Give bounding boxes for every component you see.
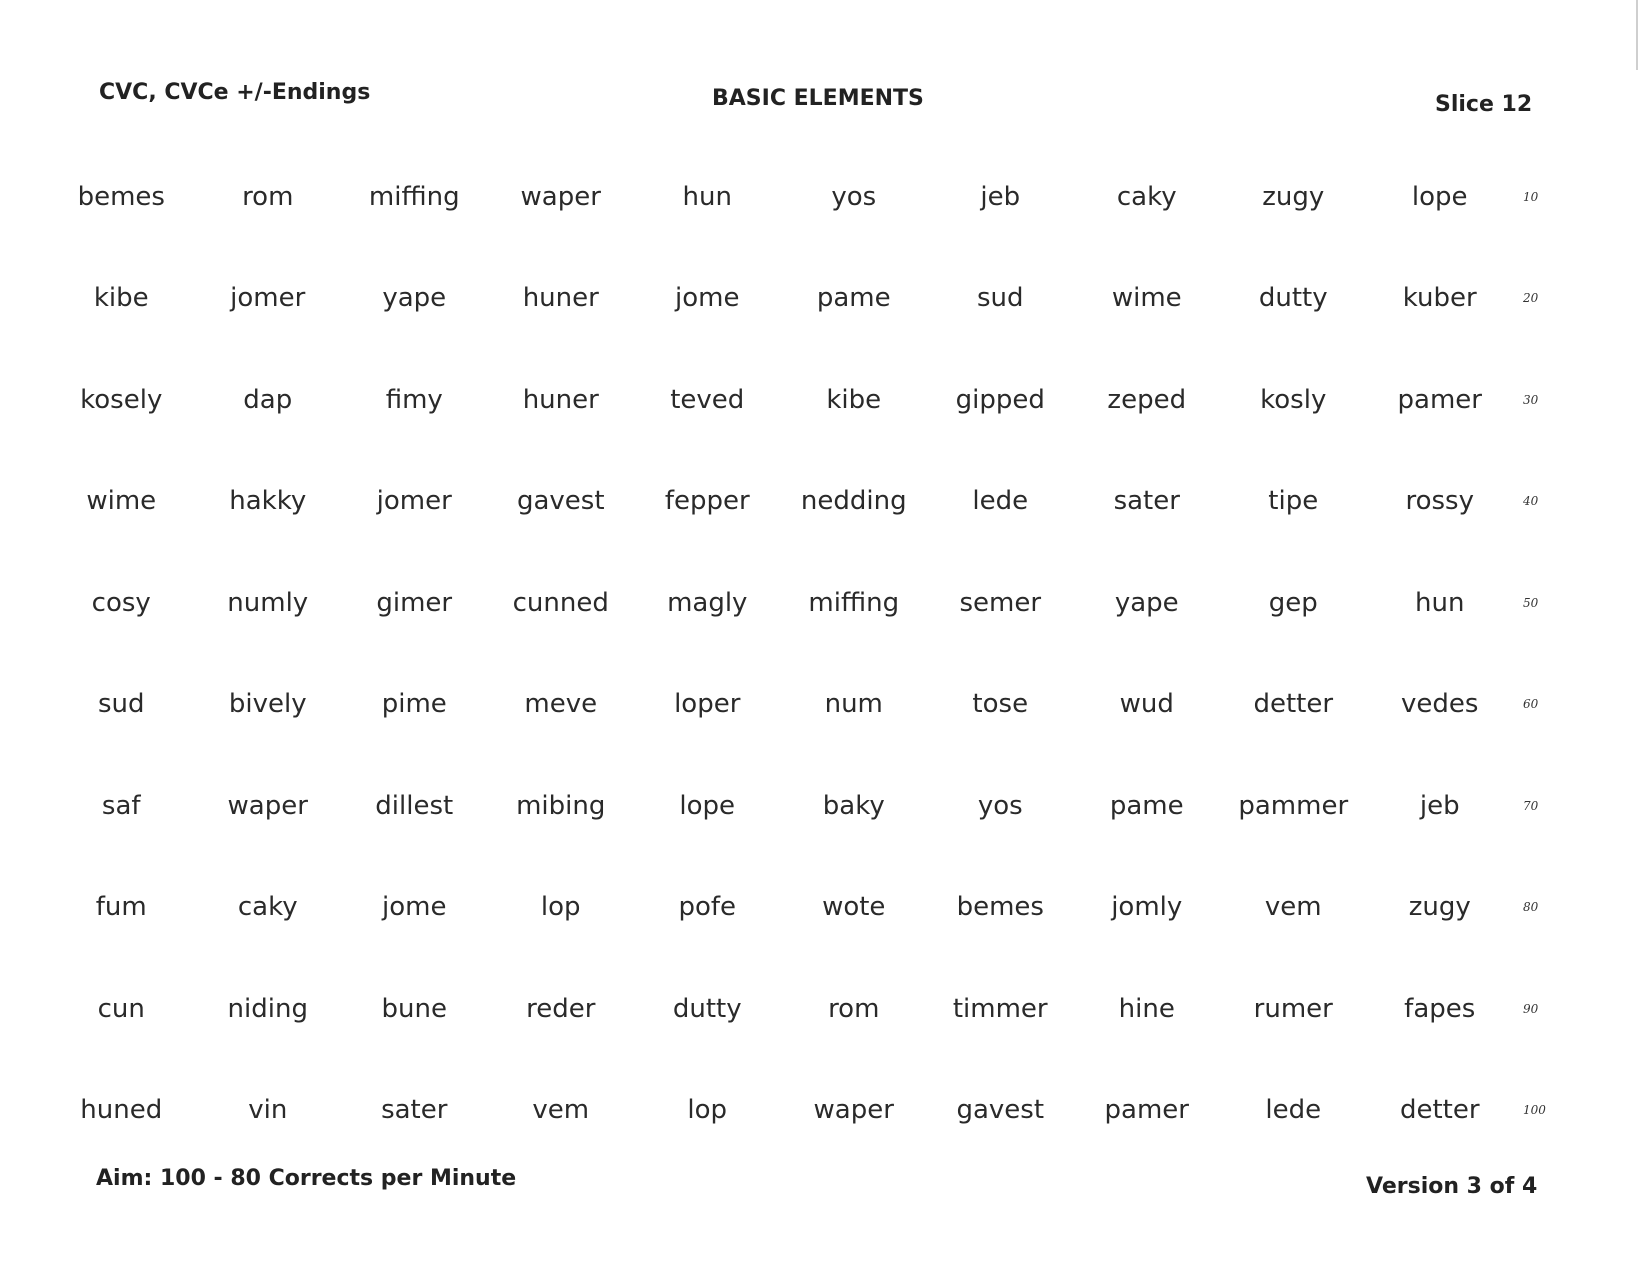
word-cell: vem (1264, 892, 1322, 923)
word-row (48, 654, 1608, 756)
word-cell: dillest (375, 790, 454, 821)
word-cell: waper (813, 1095, 894, 1126)
word-grid (48, 146, 1608, 1156)
word-cell: dutty (672, 993, 742, 1024)
word-cell: caky (237, 892, 298, 923)
word-cell: huner (522, 384, 599, 415)
word-row (48, 248, 1608, 350)
word-cell: sud (97, 689, 145, 720)
word-cell: mibing (516, 790, 606, 821)
word-cell: miffing (368, 181, 460, 212)
word-cell: fapes (1404, 993, 1476, 1024)
word-cell: fimy (385, 384, 443, 415)
word-cell: fum (95, 892, 147, 923)
word-cell: hun (682, 181, 732, 212)
word-row (48, 857, 1608, 959)
word-cell: niding (227, 993, 308, 1024)
row-count: 100 (1523, 1103, 1546, 1118)
word-cell: huned (80, 1095, 163, 1126)
row-count: 20 (1523, 291, 1539, 306)
word-cell: pamer (1104, 1095, 1189, 1126)
row-count: 50 (1523, 595, 1539, 610)
word-cell: jomly (1111, 892, 1183, 923)
word-cell: gipped (955, 384, 1045, 415)
word-cell: loper (674, 689, 741, 720)
word-cell: jome (675, 283, 740, 314)
word-row (48, 451, 1608, 553)
word-cell: bemes (77, 181, 165, 212)
word-cell: timmer (952, 993, 1048, 1024)
word-cell: bively (228, 689, 307, 720)
word-cell: caky (1116, 181, 1177, 212)
word-cell: pofe (678, 892, 737, 923)
word-cell: lope (1411, 181, 1468, 212)
word-row (48, 958, 1608, 1060)
word-cell: bune (381, 993, 447, 1024)
word-cell: rom (828, 993, 880, 1024)
word-cell: dap (243, 384, 293, 415)
row-count: 80 (1523, 900, 1539, 915)
word-cell: pame (816, 283, 891, 314)
word-cell: rossy (1405, 486, 1474, 517)
word-cell: tose (972, 689, 1029, 720)
word-cell: lede (1265, 1095, 1322, 1126)
word-cell: rumer (1253, 993, 1333, 1024)
row-count: 30 (1523, 392, 1539, 407)
word-cell: sater (1113, 486, 1180, 517)
word-cell: tipe (1268, 486, 1319, 517)
word-cell: kosly (1260, 384, 1327, 415)
row-count: 90 (1523, 1001, 1539, 1016)
word-cell: semer (959, 587, 1042, 618)
word-cell: lope (679, 790, 736, 821)
word-cell: fepper (664, 486, 750, 517)
word-cell: vem (532, 1095, 590, 1126)
word-cell: vin (248, 1095, 288, 1126)
word-cell: pame (1109, 790, 1184, 821)
word-cell: wote (822, 892, 886, 923)
word-cell: magly (667, 587, 748, 618)
word-cell: teved (670, 384, 745, 415)
word-cell: wime (1111, 283, 1182, 314)
footer-version: Version 3 of 4 (1366, 1174, 1538, 1199)
word-cell: lop (540, 892, 581, 923)
word-cell: jome (382, 892, 447, 923)
row-count: 60 (1523, 697, 1539, 712)
word-cell: gep (1268, 587, 1318, 618)
word-cell: kuber (1402, 283, 1477, 314)
word-cell: wud (1119, 689, 1174, 720)
word-cell: yape (382, 283, 447, 314)
word-cell: vedes (1401, 689, 1479, 720)
word-cell: bemes (956, 892, 1044, 923)
word-cell: detter (1253, 689, 1334, 720)
header-left-title: CVC, CVCe +/-Endings (99, 80, 371, 105)
word-cell: lop (687, 1095, 728, 1126)
word-row (48, 1060, 1608, 1162)
row-count: 40 (1523, 494, 1539, 509)
word-cell: sater (381, 1095, 448, 1126)
word-cell: pime (381, 689, 447, 720)
word-cell: zugy (1262, 181, 1325, 212)
row-count: 70 (1523, 798, 1539, 813)
word-cell: numly (227, 587, 309, 618)
word-cell: gavest (516, 486, 605, 517)
word-cell: hine (1118, 993, 1175, 1024)
word-row (48, 552, 1608, 654)
word-cell: yos (831, 181, 877, 212)
word-cell: yape (1114, 587, 1179, 618)
word-cell: kibe (93, 283, 149, 314)
word-cell: baky (822, 790, 885, 821)
word-cell: reder (526, 993, 596, 1024)
word-cell: hun (1415, 587, 1465, 618)
word-cell: pamer (1397, 384, 1482, 415)
word-cell: yos (977, 790, 1023, 821)
word-cell: sud (976, 283, 1024, 314)
word-cell: waper (520, 181, 601, 212)
word-cell: pammer (1238, 790, 1349, 821)
word-cell: huner (522, 283, 599, 314)
header-slice-label: Slice 12 (1435, 92, 1533, 117)
word-cell: jeb (980, 181, 1021, 212)
word-cell: miffing (808, 587, 900, 618)
word-row (48, 755, 1608, 857)
word-cell: gimer (376, 587, 453, 618)
word-cell: waper (227, 790, 308, 821)
word-cell: wime (86, 486, 157, 517)
word-cell: zugy (1408, 892, 1471, 923)
word-cell: lede (972, 486, 1029, 517)
word-cell: dutty (1258, 283, 1328, 314)
word-cell: rom (242, 181, 294, 212)
word-cell: jomer (230, 283, 306, 314)
word-cell: detter (1399, 1095, 1480, 1126)
header-center-title: BASIC ELEMENTS (712, 86, 924, 111)
word-cell: kosely (80, 384, 163, 415)
row-count: 10 (1523, 189, 1539, 204)
footer-aim: Aim: 100 - 80 Corrects per Minute (96, 1166, 517, 1191)
word-cell: meve (524, 689, 598, 720)
word-cell: cosy (91, 587, 151, 618)
word-cell: kibe (826, 384, 882, 415)
word-cell: num (824, 689, 883, 720)
word-cell: hakky (229, 486, 307, 517)
word-cell: saf (101, 790, 141, 821)
scan-edge-line (1636, 0, 1638, 70)
word-cell: jomer (376, 486, 452, 517)
word-cell: zeped (1107, 384, 1187, 415)
word-cell: jeb (1419, 790, 1460, 821)
word-cell: cunned (512, 587, 609, 618)
word-cell: nedding (800, 486, 907, 517)
word-cell: gavest (956, 1095, 1045, 1126)
word-row (48, 146, 1608, 248)
word-cell: cun (97, 993, 145, 1024)
word-row (48, 349, 1608, 451)
